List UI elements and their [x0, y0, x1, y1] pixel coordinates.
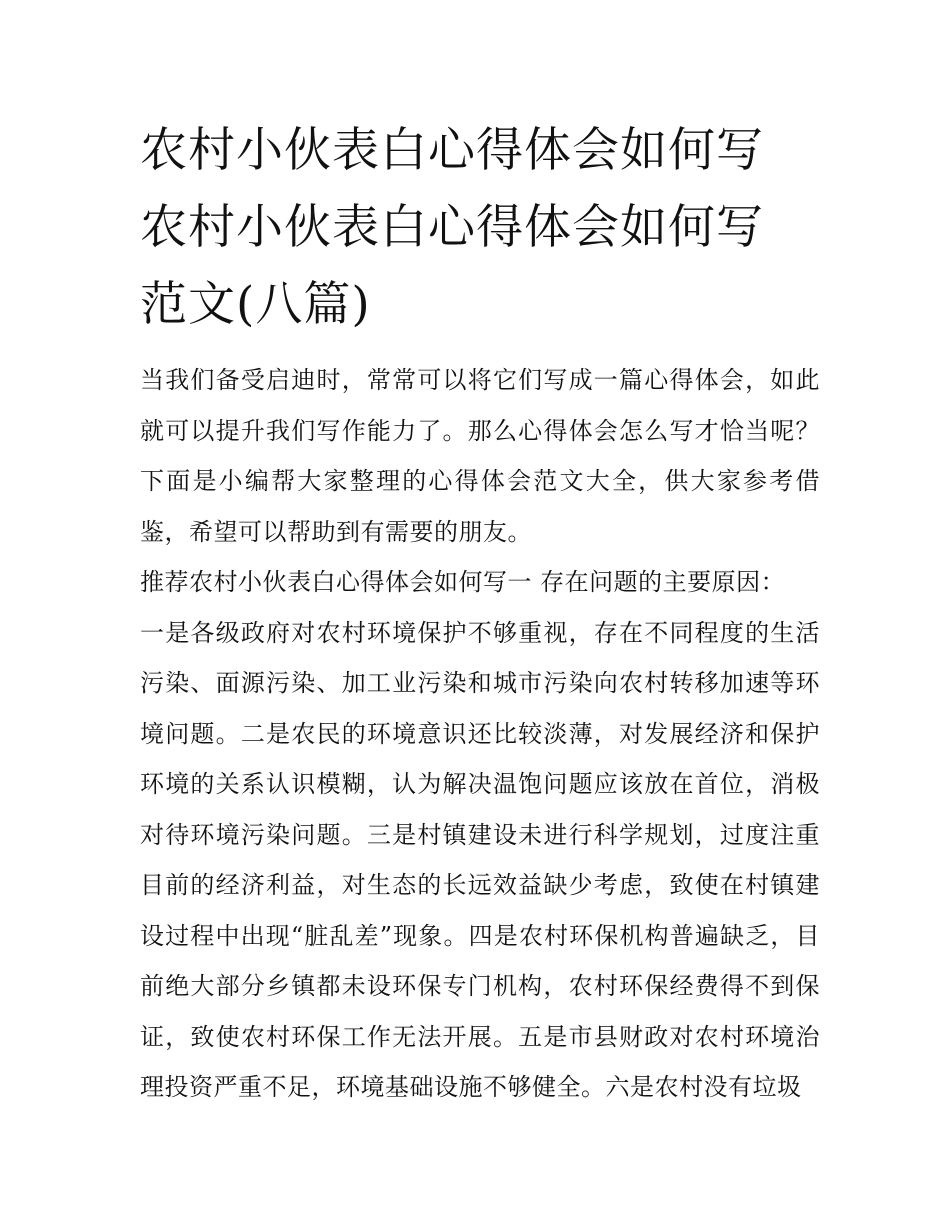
document-title: [140, 112, 820, 343]
document-content: [140, 112, 820, 1113]
intro-paragraph: 当我们备受启迪时，常常可以将它们写成一篇心得体会，如此就可以提升我们写作能力了。那么心得体会怎么写才恰当呢？下面是小编帮大家整理的心得体会范文大全，供大家参考借鉴，希望可以帮助到有需要的朋友。: [140, 366, 820, 546]
title-line: 范文(八篇): [140, 277, 371, 332]
title-line: 农村小伙表白心得体会如何写: [140, 200, 764, 255]
section-heading-paragraph: 推荐农村小伙表白心得体会如何写一 存在问题的主要原因：: [140, 568, 786, 596]
document-body: [140, 355, 820, 1113]
title-line: 农村小伙表白心得体会如何写: [140, 123, 764, 178]
body-paragraph: 一是各级政府对农村环境保护不够重视，存在不同程度的生活污染、面源污染、加工业污染和城市污染向农村转移加速等环境问题。二是农民的环境意识还比较淡薄，对发展经济和保护环境的关系认识模糊，认为解决温饱问题应该放在首位，消极对待环境污染问题。三是村镇建设未进行科学规划，过度注重目前的经济利益，对生态的长远效益缺少考虑，致使在村镇建设过程中出现“脏乱差”现象。四是农村环保机构普遍缺乏，目前绝大部分乡镇都未设环保专门机构，农村环保经费得不到保证，致使农村环保工作无法开展。五是市县财政对农村环境治理投资严重不足，环境基础设施不够健全。六是农村没有垃圾: [140, 618, 820, 1101]
